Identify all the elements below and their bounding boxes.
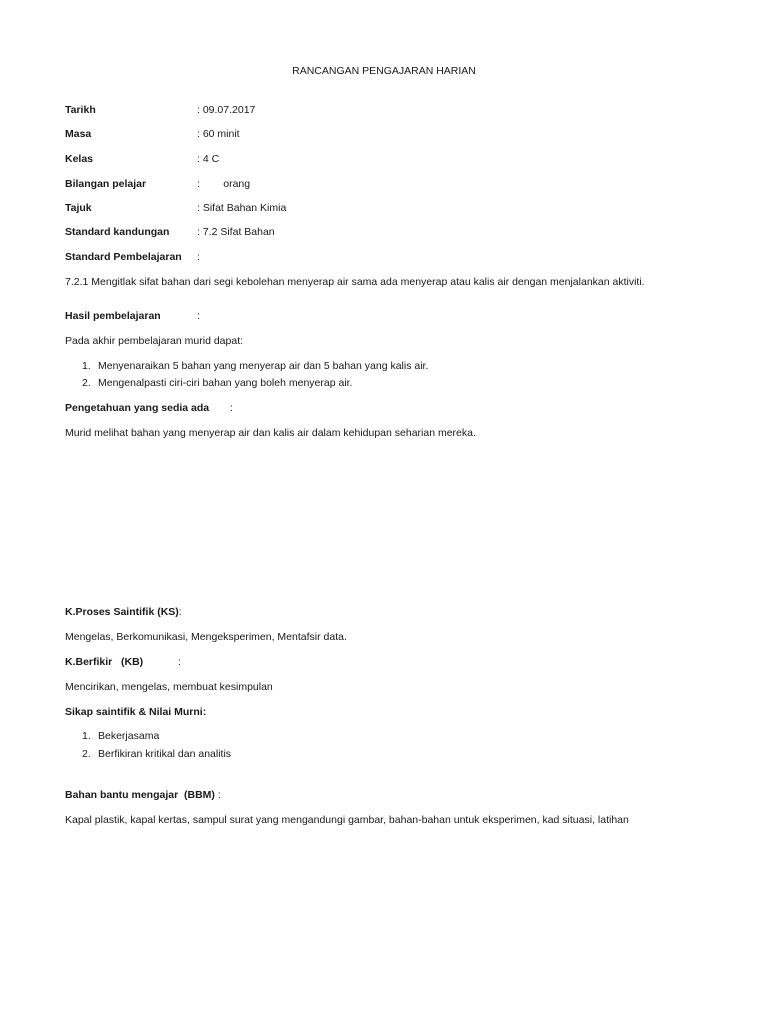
hasil-pembelajaran-intro: Pada akhir pembelajaran murid dapat:: [65, 335, 244, 347]
kb-text: Mencirikan, mengelas, membuat kesimpulan: [65, 681, 273, 693]
bbm-label: Bahan bantu mengajar (BBM): [65, 789, 215, 801]
bbm-text: Kapal plastik, kapal kertas, sampul surat yang mengandungi gambar, bahan-bahan untuk eksperimen, kad situasi, latihan: [65, 814, 629, 826]
standard-pembelajaran-text: 7.2.1 Mengitlak sifat bahan dari segi kebolehan menyerap air sama ada menyerap atau kalis air dengan menjalankan aktiviti.: [65, 276, 645, 288]
pengetahuan-colon: :: [230, 402, 233, 414]
field-value-tarikh: : 09.07.2017: [197, 104, 256, 116]
ks-text: Mengelas, Berkomunikasi, Mengeksperimen, Mentafsir data.: [65, 631, 347, 643]
field-label-bilangan-pelajar: Bilangan pelajar: [65, 178, 147, 190]
kb-label: K.Berfikir (KB): [65, 656, 144, 668]
list-item-number: 1.: [82, 360, 91, 372]
ks-heading: [65, 607, 182, 618]
list-item-number: 2.: [82, 377, 91, 389]
field-value-kelas: : 4 C: [197, 153, 220, 165]
bbm-heading: [65, 790, 221, 801]
kb-colon: :: [178, 656, 181, 668]
list-item: Bekerjasama: [98, 730, 160, 742]
field-value-masa: : 60 minit: [197, 128, 240, 140]
field-value-tajuk: : Sifat Bahan Kimia: [197, 202, 287, 214]
hasil-pembelajaran-label: Hasil pembelajaran: [65, 310, 161, 322]
list-item-number: 2.: [82, 748, 91, 760]
field-label-tarikh: Tarikh: [65, 104, 96, 116]
field-label-tajuk: Tajuk: [65, 202, 92, 214]
field-label-standard-kandungan: Standard kandungan: [65, 226, 170, 238]
list-item: Berfikiran kritikal dan analitis: [98, 748, 232, 760]
field-value-bilangan-pelajar: : orang: [197, 178, 251, 190]
pengetahuan-text: Murid melihat bahan yang menyerap air dan kalis air dalam kehidupan seharian mereka.: [65, 427, 476, 439]
field-value-standard-kandungan: : 7.2 Sifat Bahan: [197, 226, 275, 238]
bbm-colon: :: [214, 789, 221, 801]
field-value-standard-pembelajaran: :: [197, 251, 200, 263]
list-item: Menyenaraikan 5 bahan yang menyerap air dan 5 bahan yang kalis air.: [98, 360, 429, 372]
field-label-standard-pembelajaran: Standard Pembelajaran: [65, 251, 182, 263]
pengetahuan-label: Pengetahuan yang sedia ada: [65, 402, 210, 414]
field-label-masa: Masa: [65, 128, 92, 140]
field-label-kelas: Kelas: [65, 153, 94, 165]
sikap-label: Sikap saintifik & Nilai Murni:: [65, 706, 207, 718]
page-title: RANCANGAN PENGAJARAN HARIAN: [292, 65, 476, 77]
hasil-pembelajaran-colon: :: [197, 310, 200, 322]
ks-colon: :: [178, 606, 182, 618]
list-item: Mengenalpasti ciri-ciri bahan yang boleh menyerap air.: [98, 377, 353, 389]
list-item-number: 1.: [82, 730, 91, 742]
ks-label: K.Proses Saintifik (KS): [65, 606, 179, 618]
